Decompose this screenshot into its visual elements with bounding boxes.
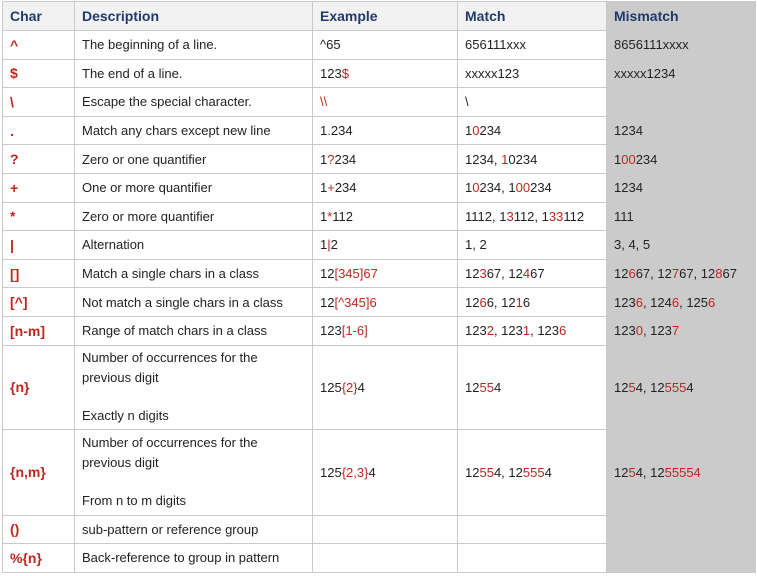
mismatch-cell: 100234 [607,145,756,174]
highlight-span: ? [327,151,335,167]
description-cell: sub-pattern or reference group [75,515,313,544]
table-row [3,259,756,288]
description-text: Number of occurrences for the previous digit [82,435,258,471]
match-cell: 10234 [458,116,607,145]
example-cell [313,88,458,117]
highlight-span: 2 [486,323,494,339]
highlight-span: 6 [479,294,487,310]
highlight-span: 3 [479,266,487,282]
table-row [3,288,756,317]
table-row [3,173,756,202]
table-row [3,116,756,145]
header-char: Char [3,2,75,31]
example-cell: 12[^345]6 [313,288,458,317]
highlight-span: 00 [621,151,636,167]
char-cell: | [3,231,75,260]
header-row [3,2,756,31]
highlight-span: * [327,208,333,224]
example-cell: ^65 [313,31,458,60]
highlight-span: 5 [628,379,636,395]
highlight-span: [1-6] [341,323,368,339]
highlight-span: 7 [671,266,680,282]
mismatch-cell: xxxxx1234 [607,59,756,88]
highlight-span: 6 [559,323,567,339]
example-cell: 123[1-6] [313,316,458,345]
table-row [3,429,756,515]
match-cell: xxxxx123 [458,59,607,88]
match-cell: 1234, 10234 [458,145,607,174]
mismatch-cell: 3, 4, 5 [607,231,756,260]
match-cell: 12554, 125554 [458,429,607,515]
table-row [3,515,756,544]
example-cell: 1*112 [313,202,458,231]
match-cell: 12554 [458,345,607,429]
example-cell: 1|2 [313,231,458,260]
match-cell: 1232, 1231, 1236 [458,316,607,345]
match-cell: 656111xxx [458,31,607,60]
highlight-span: | [327,237,331,253]
description-note: Exactly n digits [82,408,169,424]
highlight-span: [^345]6 [334,294,377,310]
description-text: Number of occurrences for the previous digit [82,350,258,386]
match-cell: 1112, 13112, 133112 [458,202,607,231]
header-mismatch: Mismatch [607,2,756,31]
match-cell: 10234, 100234 [458,173,607,202]
mismatch-cell: 8656111xxxx [607,31,756,60]
description-cell [75,429,313,515]
table-row [3,231,756,260]
char-cell: + [3,173,75,202]
char-cell: %{n} [3,544,75,573]
mismatch-cell: 1254, 125554 [607,345,756,429]
description-cell: Back-reference to group in pattern [75,544,313,573]
mismatch-cell: 1254, 1255554 [607,429,756,515]
example-cell: 1+234 [313,173,458,202]
description-cell: One or more quantifier [75,173,313,202]
char-cell: () [3,515,75,544]
mismatch-cell: 1236, 1246, 1256 [607,288,756,317]
highlight-span: . [327,123,331,139]
char-cell: ? [3,145,75,174]
highlight-span: 4 [522,266,531,282]
highlight-span: 55 [479,464,494,480]
header-example: Example [313,2,458,31]
example-cell: 125{2}4 [313,345,458,429]
example-cell [313,544,458,573]
description-cell [75,345,313,429]
description-cell: Alternation [75,231,313,260]
mismatch-cell: 12667, 12767, 12867 [607,259,756,288]
char-cell: [^] [3,288,75,317]
description-note: From n to m digits [82,493,187,509]
char-cell: * [3,202,75,231]
description-cell: Zero or more quantifier [75,202,313,231]
table-row [3,345,756,429]
highlight-span: 55 [479,379,494,395]
char-cell: $ [3,59,75,88]
highlight-span: {2} [341,379,358,395]
mismatch-cell: 111 [607,202,756,231]
highlight-span: 555 [664,379,687,395]
highlight-span: \\ [320,94,328,110]
example-cell: 1.234 [313,116,458,145]
table-row [3,88,756,117]
highlight-span: 6 [628,266,636,282]
table-row [3,59,756,88]
char-cell: {n} [3,345,75,429]
highlight-span: 0 [472,123,480,139]
char-cell: . [3,116,75,145]
highlight-span: 1 [515,294,523,310]
highlight-span: 0 [472,180,480,196]
highlight-span: $ [341,65,349,81]
char-cell: [] [3,259,75,288]
highlight-span: 6 [671,294,680,310]
highlight-span: 555 [522,464,545,480]
match-cell: 1266, 1216 [458,288,607,317]
table-row [3,31,756,60]
description-cell: Zero or one quantifier [75,145,313,174]
char-cell: [n-m] [3,316,75,345]
highlight-span: 8 [715,266,723,282]
highlight-span: 6 [635,294,643,310]
example-cell [313,515,458,544]
table-row [3,202,756,231]
description-cell: Match a single chars in a class [75,259,313,288]
char-cell: \ [3,88,75,117]
header-match: Match [458,2,607,31]
example-cell: 123$ [313,59,458,88]
highlight-span: + [327,180,335,196]
regex-reference-table [2,1,756,573]
example-cell: 12[345]67 [313,259,458,288]
header-description: Description [75,2,313,31]
example-cell: 1?234 [313,145,458,174]
match-cell [458,544,607,573]
description-cell: Match any chars except new line [75,116,313,145]
highlight-span: 7 [671,323,680,339]
match-cell: 12367, 12467 [458,259,607,288]
highlight-span: 5 [628,464,636,480]
highlight-span: 00 [515,180,531,196]
match-cell: 1, 2 [458,231,607,260]
char-cell: {n,m} [3,429,75,515]
description-cell: The beginning of a line. [75,31,313,60]
highlight-span: 1 [501,151,509,167]
match-cell [458,515,607,544]
highlight-span: 1 [522,323,531,339]
mismatch-cell: 1230, 1237 [607,316,756,345]
highlight-span: 6 [708,294,716,310]
mismatch-cell [607,515,756,544]
highlight-span: 0 [635,323,643,339]
description-cell: Not match a single chars in a class [75,288,313,317]
match-cell: \ [458,88,607,117]
table-row [3,145,756,174]
highlight-span: 55554 [664,464,701,480]
char-cell: ^ [3,31,75,60]
highlight-span: [345]67 [334,266,378,282]
mismatch-cell [607,544,756,573]
highlight-span: {2,3} [341,464,369,480]
table-row [3,544,756,573]
description-cell: Range of match chars in a class [75,316,313,345]
highlight-span: 33 [548,208,564,224]
table-row [3,316,756,345]
description-cell: The end of a line. [75,59,313,88]
mismatch-cell: 1234 [607,116,756,145]
mismatch-cell: 1234 [607,173,756,202]
mismatch-cell [607,88,756,117]
description-cell: Escape the special character. [75,88,313,117]
example-cell: 125{2,3}4 [313,429,458,515]
highlight-span: 3 [506,208,514,224]
